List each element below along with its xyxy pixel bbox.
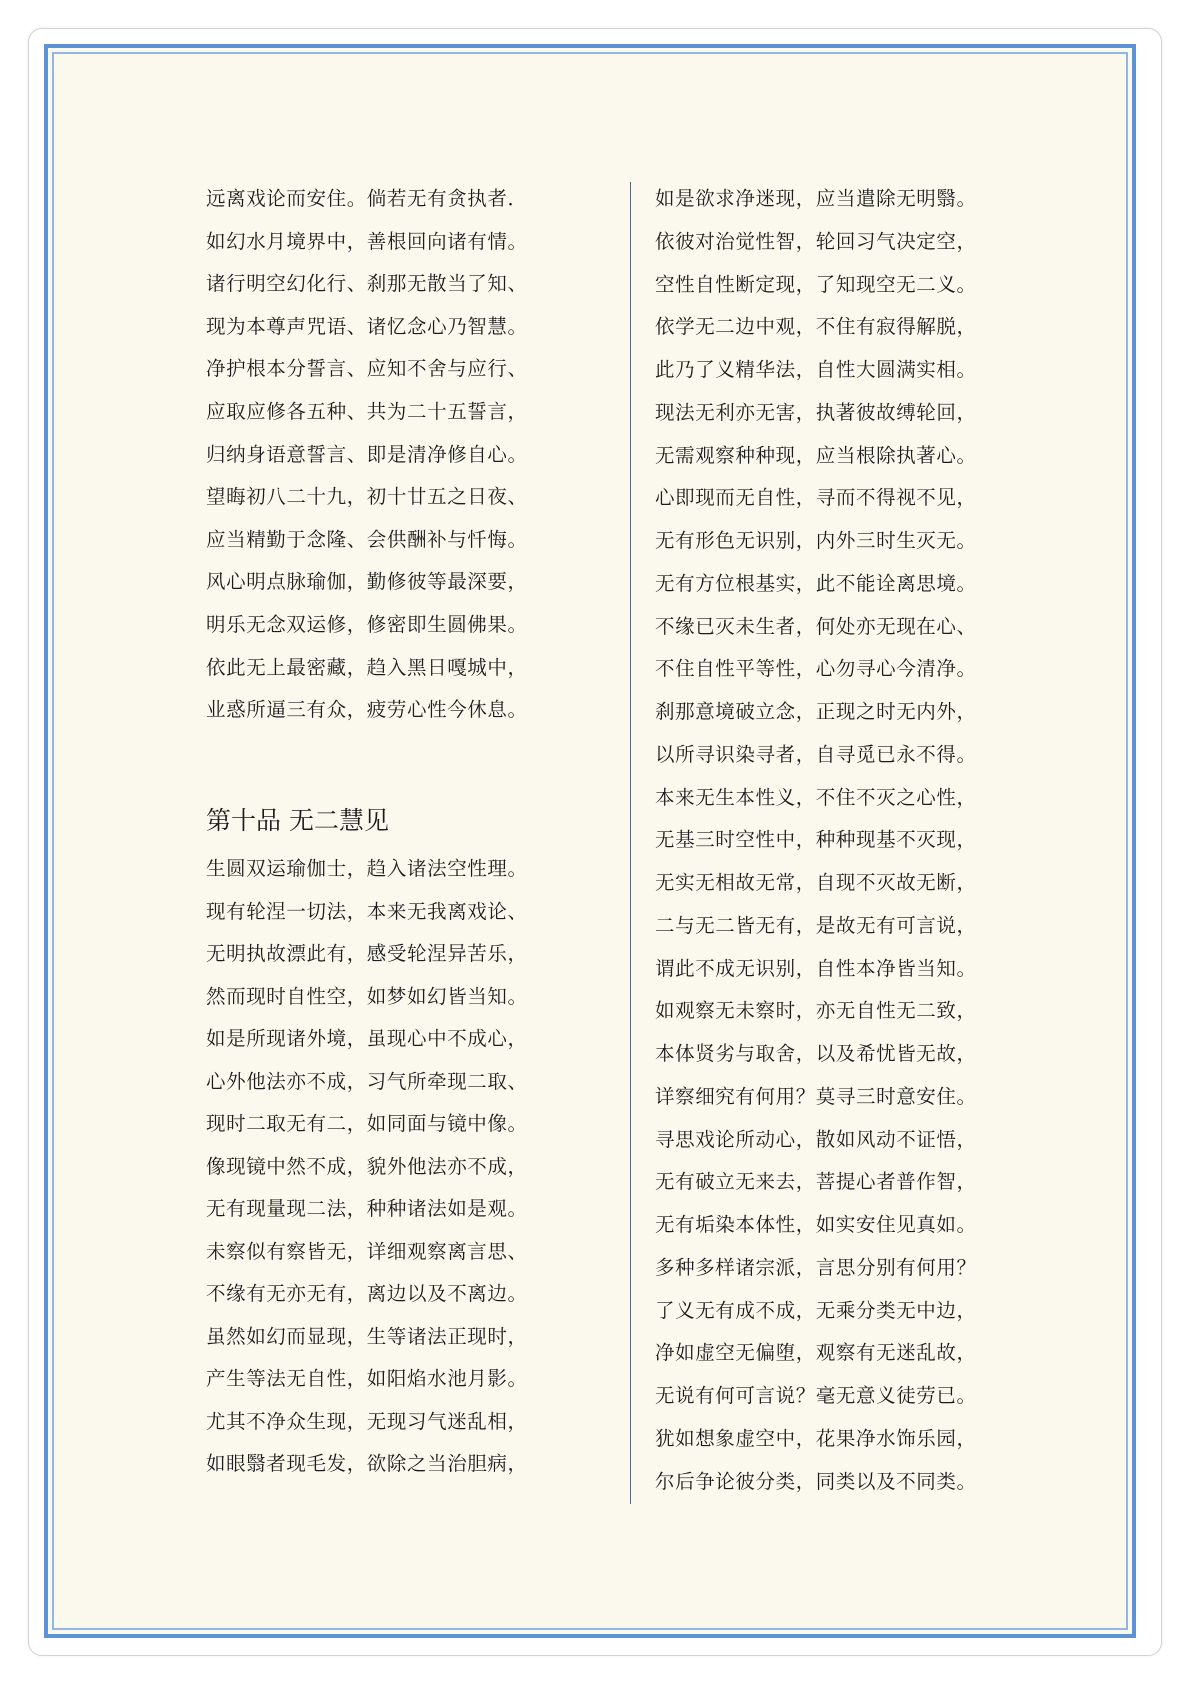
verse-line: 业惑所逼三有众，疲劳心性今休息。 [206,698,528,722]
verse-line: 如眼翳者现毛发，欲除之当治胆病， [206,1452,528,1475]
verse-line: 无实无相故无常，自现不灭故无断， [655,871,977,894]
verse-line: 现为本尊声咒语、诸忆念心乃智慧。 [206,314,528,338]
verse-line: 归纳身语意誓言、即是清净修自心。 [206,442,528,466]
verse-line: 无基三时空性中，种种现基不灭现， [655,828,977,852]
verse-line: 虽然如幻而显现，生等诸法正现时， [206,1324,528,1348]
verse-line: 空性自性断定现，了知现空无二义。 [655,272,977,296]
verse-line: 净如虚空无偏堕，观察有无迷乱故， [655,1341,977,1365]
verse-line: 此乃了义精华法，自性大圆满实相。 [655,358,977,381]
verse-line: 无有破立无来去，菩提心者普作智， [655,1170,977,1194]
verse-line: 净护根本分誓言、应知不舍与应行、 [206,357,528,381]
verse-line: 刹那意境破立念，正现之时无内外， [655,700,977,723]
verse-line: 心外他法亦不成，习气所牵现二取、 [206,1069,528,1093]
verse-line: 如是欲求净迷现，应当遣除无明翳。 [655,187,977,210]
verse-line: 二与无二皆无有，是故无有可言说， [655,913,977,937]
left-column-bottom-verses [206,848,606,1486]
verse-line: 现时二取无有二，如同面与镜中像。 [206,1112,528,1135]
verse-line: 依此无上最密藏，趋入黑日嘎城中， [206,655,528,679]
verse-line: 然而现时自性空，如梦如幻皆当知。 [206,984,528,1008]
verse-line: 无有方位根基实，此不能诠离思境。 [655,571,977,595]
verse-line: 远离戏论而安住。倘若无有贪执者． [206,187,528,210]
verse-line: 尤其不净众生现，无现习气迷乱相， [206,1409,528,1433]
verse-line: 明乐无念双运修，修密即生圆佛果。 [206,612,528,636]
verse-line: 无明执故漂此有，感受轮涅异苦乐， [206,942,528,965]
verse-line: 心即现而无自性，寻而不得视不见， [655,486,977,510]
verse-line: 无需观察种种现，应当根除执著心。 [655,443,977,467]
verse-line: 多种多样诸宗派，言思分别有何用？ [655,1255,977,1279]
verse-line: 现有轮涅一切法，本来无我离戏论、 [206,899,528,923]
verse-line: 生圆双运瑜伽士，趋入诸法空性理。 [206,857,528,880]
verse-line: 产生等法无自性，如阳焰水池月影。 [206,1367,528,1390]
verse-line: 无有垢染本体性，如实安住见真如。 [655,1213,977,1236]
verse-line: 应当精勤于念隆、会供酬补与忏悔。 [206,527,528,551]
left-column-top-verses [206,178,606,732]
verse-line: 不缘已灭未生者，何处亦无现在心、 [655,614,977,638]
verse-line: 风心明点脉瑜伽，勤修彼等最深要， [206,570,528,594]
verse-line: 如幻水月境界中，善根回向诸有情。 [206,229,528,253]
verse-line: 像现镜中然不成，貌外他法亦不成， [206,1154,528,1178]
verse-line: 本来无生本性义，不住不灭之心性， [655,785,977,809]
chapter-title: 第十品 无二慧见 [206,806,389,835]
column-divider [630,182,631,1504]
verse-line: 犹如想象虚空中，花果净水饰乐园， [655,1426,977,1450]
verse-line: 现法无利亦无害，执著彼故缚轮回， [655,400,977,424]
verse-line: 依彼对治觉性智，轮回习气决定空， [655,229,977,253]
verse-line: 了义无有成不成，无乘分类无中边， [655,1298,977,1322]
right-column-verses [655,178,1035,1503]
verse-line: 详察细究有何用？莫寻三时意安住。 [655,1084,977,1108]
verse-line: 未察似有察皆无，详细观察离言思、 [206,1239,528,1263]
verse-line: 谓此不成无识别，自性本净皆当知。 [655,956,977,980]
verse-line: 以所寻识染寻者，自寻觅已永不得。 [655,742,977,766]
verse-line: 如是所现诸外境，虽现心中不成心， [206,1027,528,1050]
verse-line: 寻思戏论所动心，散如风动不证悟， [655,1127,977,1151]
verse-line: 无说有何可言说？毫无意义徒劳已。 [655,1384,977,1407]
verse-line: 如观察无未察时，亦无自性无二致， [655,999,977,1023]
verse-line: 不住自性平等性，心勿寻心今清净。 [655,657,977,681]
verse-line: 不缘有无亦无有，离边以及不离边。 [206,1282,528,1305]
verse-line: 望晦初八二十九，初十廿五之日夜、 [206,485,528,509]
verse-line: 无有形色无识别，内外三时生灭无。 [655,529,977,552]
verse-line: 诸行明空幻化行、刹那无散当了知、 [206,272,528,296]
verse-line: 无有现量现二法，种种诸法如是观。 [206,1197,528,1220]
verse-line: 本体贤劣与取舍，以及希忧皆无故， [655,1042,977,1065]
verse-line: 依学无二边中观，不住有寂得解脱， [655,315,977,339]
verse-line: 尔后争论彼分类，同类以及不同类。 [655,1469,977,1493]
verse-line: 应取应修各五种、共为二十五誓言， [206,399,528,423]
